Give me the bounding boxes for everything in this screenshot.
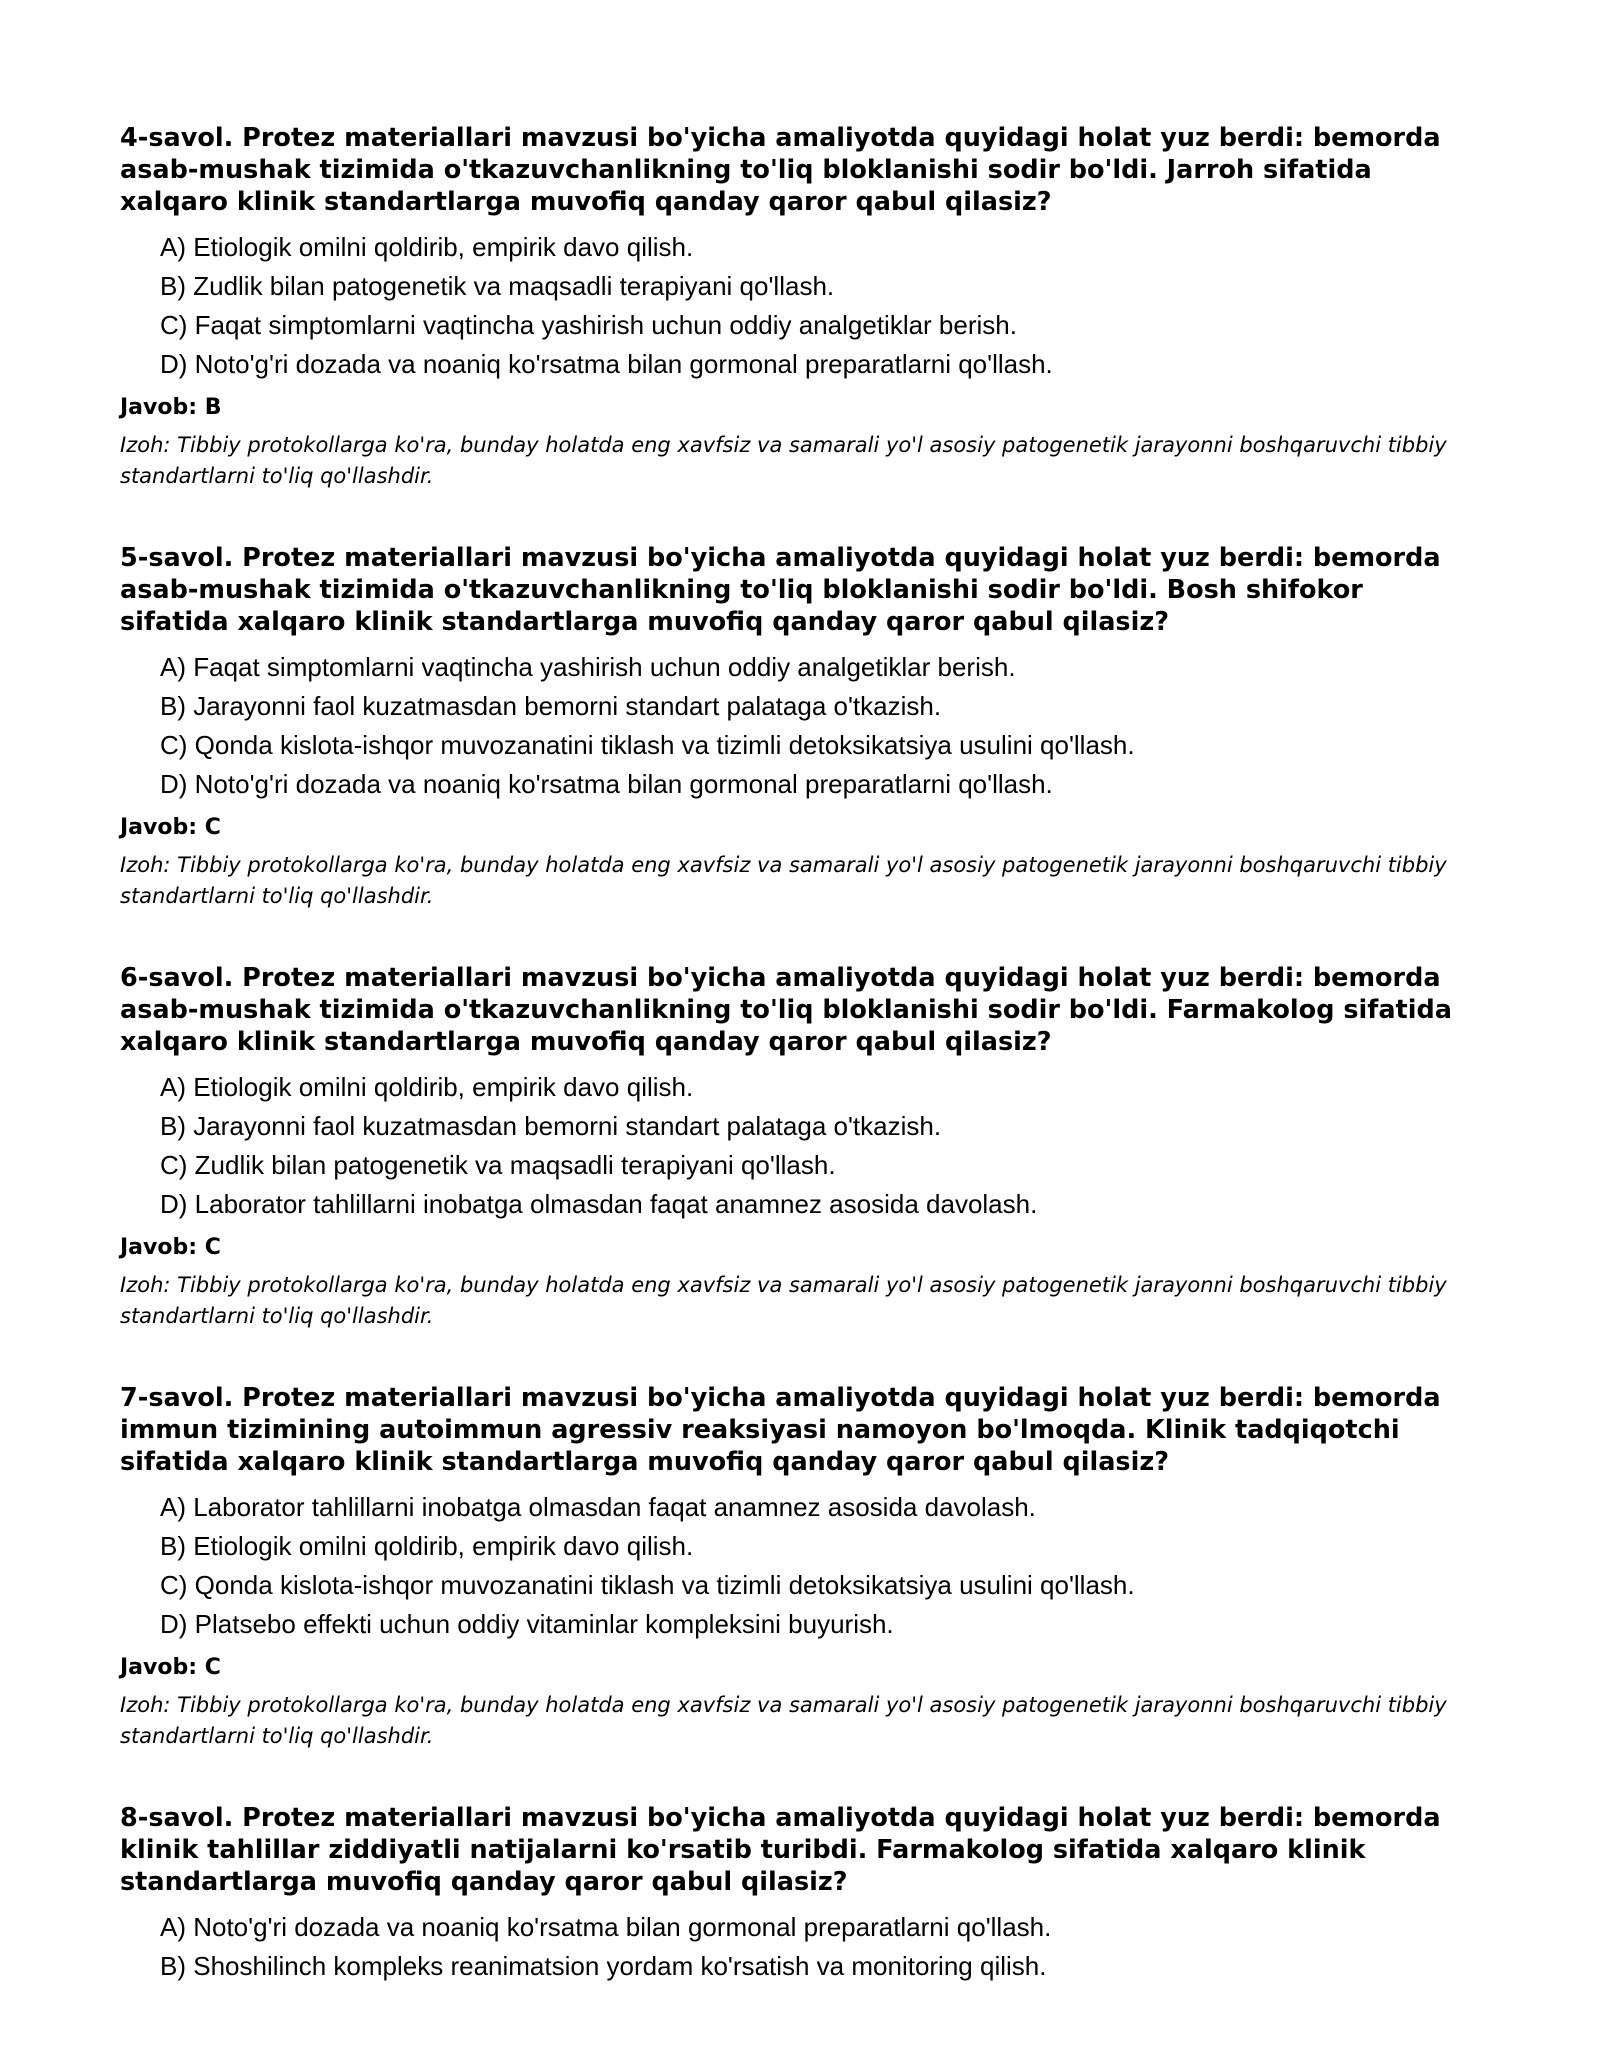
option-d: D) Noto'g'ri dozada va noaniq ko'rsatma bilan gormonal preparatlarni qo'llash. xyxy=(160,769,1053,799)
explanation-note: Izoh: Tibbiy protokollarga ko'ra, bunday holatda eng xavfsiz va samarali yo'l asosiy patogenetik jarayonni boshqaruvchi tibbiy standartlarni to'liq qo'llashdir. xyxy=(120,853,1447,908)
option-d: D) Laborator tahlillarni inobatga olmasdan faqat anamnez asosida davolash. xyxy=(160,1189,1038,1219)
question-title: 7-savol. Protez materiallari mavzusi bo'yicha amaliyotda quyidagi holat yuz berdi: bemorda immun tizimining autoimmun agressiv reaksiyasi namoyon bo'lmoqda. Klinik tadqiqotchi sifatida xalqaro klinik standartlarga muvofiq qanday qaror qabul qilasiz? xyxy=(120,1383,1441,1477)
option-d: D) Platsebo effekti uchun oddiy vitaminlar kompleksini buyurish. xyxy=(160,1609,894,1639)
question-4 xyxy=(120,122,1480,492)
option-b: B) Jarayonni faol kuzatmasdan bemorni standart palataga o'tkazish. xyxy=(160,691,942,721)
question-title: 6-savol. Protez materiallari mavzusi bo'yicha amaliyotda quyidagi holat yuz berdi: bemorda asab-mushak tizimida o'tkazuvchanlikning to'liq bloklanishi sodir bo'ldi. Farmakolog sifatida xalqaro klinik standartlarga muvofiq qanday qaror qabul qilasiz? xyxy=(120,963,1452,1057)
option-d: D) Noto'g'ri dozada va noaniq ko'rsatma bilan gormonal preparatlarni qo'llash. xyxy=(160,349,1053,379)
answer-label: Javob: C xyxy=(120,1235,221,1260)
option-a: A) Etiologik omilni qoldirib, empirik davo qilish. xyxy=(160,1072,694,1102)
option-c: C) Qonda kislota-ishqor muvozanatini tiklash va tizimli detoksikatsiya usulini qo'llash. xyxy=(160,1570,1135,1600)
option-a: A) Etiologik omilni qoldirib, empirik davo qilish. xyxy=(160,232,694,262)
options-list xyxy=(160,1908,1480,1986)
options-list xyxy=(160,228,1480,384)
option-b: B) Zudlik bilan patogenetik va maqsadli terapiyani qo'llash. xyxy=(160,271,835,301)
question-6 xyxy=(120,962,1480,1332)
answer-label: Javob: C xyxy=(120,815,221,840)
options-list xyxy=(160,1068,1480,1224)
question-7 xyxy=(120,1382,1480,1752)
option-b: B) Jarayonni faol kuzatmasdan bemorni standart palataga o'tkazish. xyxy=(160,1111,942,1141)
question-title: 8-savol. Protez materiallari mavzusi bo'yicha amaliyotda quyidagi holat yuz berdi: bemorda klinik tahlillar ziddiyatli natijalarni ko'rsatib turibdi. Farmakolog sifatida xalqaro klinik standartlarga muvofiq qanday qaror qabul qilasiz? xyxy=(120,1803,1441,1897)
document-page xyxy=(120,122,1480,2036)
options-list xyxy=(160,1488,1480,1644)
option-a: A) Noto'g'ri dozada va noaniq ko'rsatma bilan gormonal preparatlarni qo'llash. xyxy=(160,1912,1052,1942)
explanation-note: Izoh: Tibbiy protokollarga ko'ra, bunday holatda eng xavfsiz va samarali yo'l asosiy patogenetik jarayonni boshqaruvchi tibbiy standartlarni to'liq qo'llashdir. xyxy=(120,1273,1447,1328)
options-list xyxy=(160,648,1480,804)
question-title: 5-savol. Protez materiallari mavzusi bo'yicha amaliyotda quyidagi holat yuz berdi: bemorda asab-mushak tizimida o'tkazuvchanlikning to'liq bloklanishi sodir bo'ldi. Bosh shifokor sifatida xalqaro klinik standartlarga muvofiq qanday qaror qabul qilasiz? xyxy=(120,543,1441,637)
explanation-note: Izoh: Tibbiy protokollarga ko'ra, bunday holatda eng xavfsiz va samarali yo'l asosiy patogenetik jarayonni boshqaruvchi tibbiy standartlarni to'liq qo'llashdir. xyxy=(120,1693,1447,1748)
explanation-note: Izoh: Tibbiy protokollarga ko'ra, bunday holatda eng xavfsiz va samarali yo'l asosiy patogenetik jarayonni boshqaruvchi tibbiy standartlarni to'liq qo'llashdir. xyxy=(120,433,1447,488)
option-a: A) Laborator tahlillarni inobatga olmasdan faqat anamnez asosida davolash. xyxy=(160,1492,1036,1522)
answer-label: Javob: C xyxy=(120,1655,221,1680)
option-c: C) Qonda kislota-ishqor muvozanatini tiklash va tizimli detoksikatsiya usulini qo'llash. xyxy=(160,730,1135,760)
answer-label: Javob: B xyxy=(120,395,222,420)
question-8 xyxy=(120,1802,1480,1986)
option-b: B) Shoshilinch kompleks reanimatsion yordam ko'rsatish va monitoring qilish. xyxy=(160,1951,1047,1981)
option-b: B) Etiologik omilni qoldirib, empirik davo qilish. xyxy=(160,1531,694,1561)
option-c: C) Zudlik bilan patogenetik va maqsadli terapiyani qo'llash. xyxy=(160,1150,836,1180)
option-c: C) Faqat simptomlarni vaqtincha yashirish uchun oddiy analgetiklar berish. xyxy=(160,310,1017,340)
question-title: 4-savol. Protez materiallari mavzusi bo'yicha amaliyotda quyidagi holat yuz berdi: bemorda asab-mushak tizimida o'tkazuvchanlikning to'liq bloklanishi sodir bo'ldi. Jarroh sifatida xalqaro klinik standartlarga muvofiq qanday qaror qabul qilasiz? xyxy=(120,123,1441,217)
question-5 xyxy=(120,542,1480,912)
option-a: A) Faqat simptomlarni vaqtincha yashirish uchun oddiy analgetiklar berish. xyxy=(160,652,1016,682)
